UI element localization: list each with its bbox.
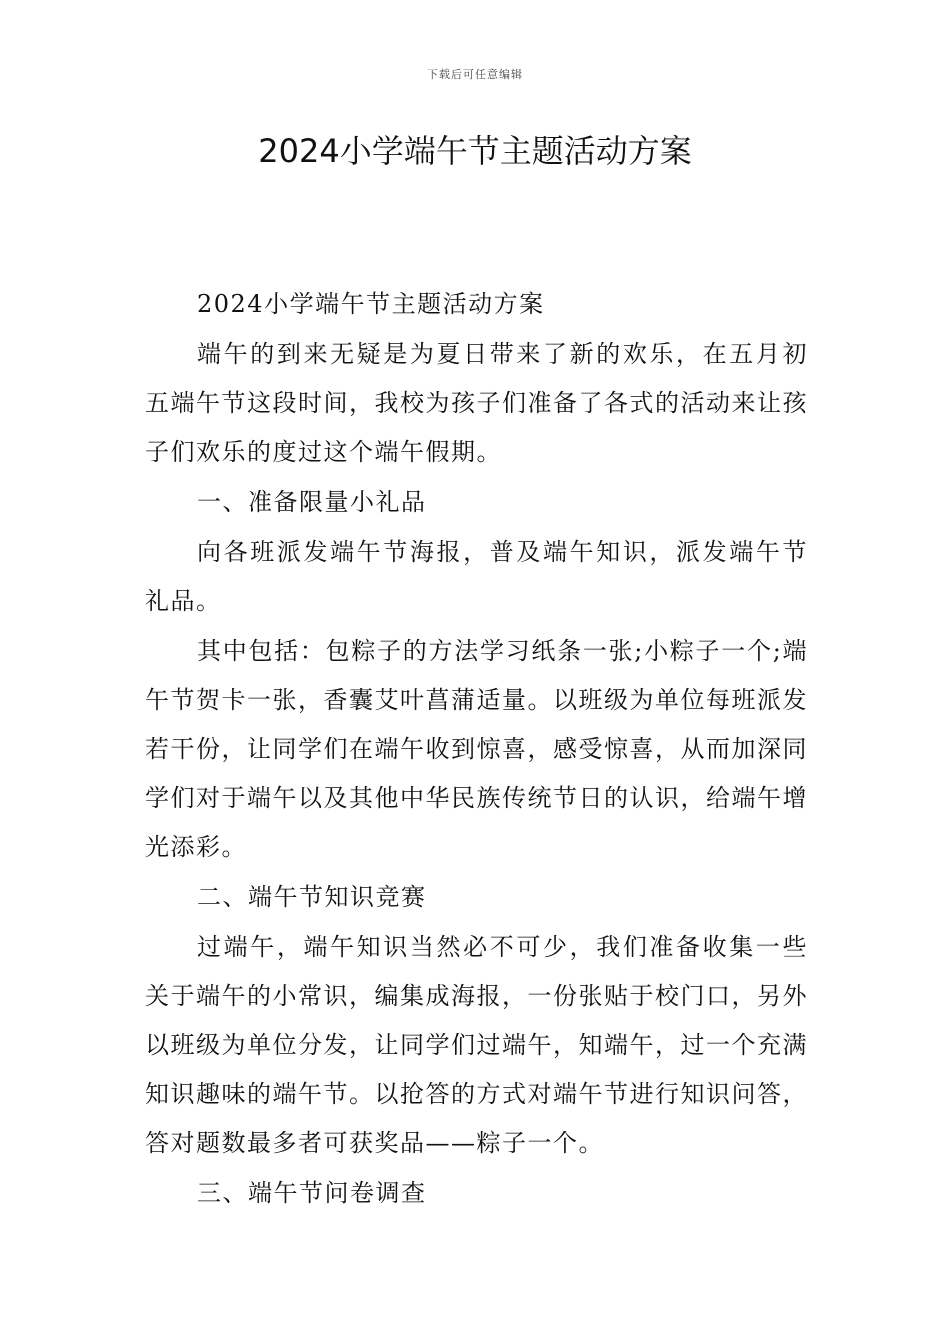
paragraph-subtitle: 2024小学端午节主题活动方案 bbox=[197, 290, 545, 318]
paragraph-section-1b: 其中包括：包粽子的方法学习纸条一张;小粽子一个;端午节贺卡一张，香囊艾叶菖蒲适量。以班级为单位每班派发若干份，让同学们在端午收到惊喜，感受惊喜，从而加深同学们对于端午以及其他中华民族传统节日的认识，给端午增光添彩。 bbox=[145, 637, 808, 861]
section-heading-1: 一、准备限量小礼品 bbox=[197, 488, 427, 516]
section-heading-2: 二、端午节知识竞赛 bbox=[197, 883, 427, 911]
section-heading-3: 三、端午节问卷调查 bbox=[197, 1179, 427, 1207]
header-note: 下载后可任意编辑 bbox=[427, 68, 523, 81]
paragraph-intro: 端午的到来无疑是为夏日带来了新的欢乐，在五月初五端午节这段时间，我校为孩子们准备了各式的活动来让孩子们欢乐的度过这个端午假期。 bbox=[145, 340, 808, 466]
document-body bbox=[145, 280, 808, 1219]
paragraph-section-1a: 向各班派发端午节海报，普及端午知识，派发端午节礼品。 bbox=[145, 538, 808, 615]
document-title: 2024小学端午节主题活动方案 bbox=[258, 132, 692, 170]
paragraph-section-2: 过端午，端午知识当然必不可少，我们准备收集一些关于端午的小常识，编集成海报，一份张贴于校门口，另外以班级为单位分发，让同学们过端午，知端午，过一个充满知识趣味的端午节。以抢答的方式对端午节进行知识问答，答对题数最多者可获奖品——粽子一个。 bbox=[145, 933, 808, 1157]
